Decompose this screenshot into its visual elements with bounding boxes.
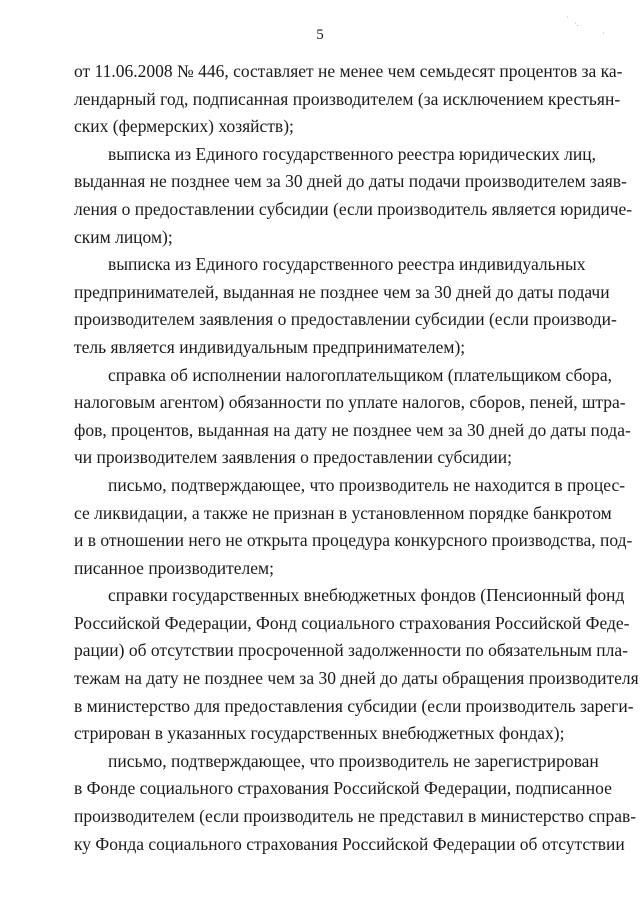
text-line: рации) об отсутствии просроченной задолженности по обязательным пла- [74,640,628,661]
text-line: лендарный год, подписанная производителем (за исключением крестьян- [74,88,621,109]
scan-mark: · [566,13,569,22]
scan-mark: · [602,29,605,38]
text-line: чи производителем заявления о предоставлении субсидии; [74,447,512,468]
paragraph [74,251,617,361]
text-line: ку Фонда социального страхования Российской Федерации об отсутствии [74,833,625,854]
text-line: письмо, подтверждающее, что производитель не зарегистрирован [108,750,599,771]
text-line: в Фонде социального страхования Российской Федерации, подписанное [74,778,612,799]
text-line: предпринимателей, выданная не позднее чем за 30 дней до даты подачи [74,281,610,302]
scan-mark: ·. [574,19,579,28]
document-body [74,58,639,858]
text-line: выписка из Единого государственного реестра индивидуальных [108,254,586,275]
paragraph [74,362,631,472]
text-line: се ликвидации, а также не признан в установленном порядке банкротом [74,502,612,523]
text-line: справки государственных внебюджетных фондов (Пенсионный фонд [108,585,625,606]
text-line: тежам на дату не позднее чем за 30 дней до даты обращения производителя [74,668,639,689]
page-number: 5 [316,27,324,43]
text-line: писанное производителем; [74,557,274,578]
text-line: выданная не позднее чем за 30 дней до даты подачи производителем заяв- [74,171,627,192]
text-line: ских (фермерских) хозяйств); [74,116,294,137]
text-line: тель является индивидуальным предпринимателем); [74,336,466,357]
text-line: письмо, подтверждающее, что производитель не находится в процес- [108,474,626,495]
text-line: в министерство для предоставления субсидии (если производитель зареги- [74,695,634,716]
text-line: производителем заявления о предоставлении субсидии (если производи- [74,309,617,330]
text-line: стрирован в указанных государственных внебюджетных фондах); [74,723,565,744]
text-line: выписка из Единого государственного реестра юридических лиц, [108,143,597,164]
text-line: и в отношении него не открыта процедура конкурсного производства, под- [74,530,633,551]
paragraph [74,141,633,251]
text-line: фов, процентов, выданная на дату не позднее чем за 30 дней до даты пода- [74,419,631,440]
text-line: налоговым агентом) обязанности по уплате налогов, сборов, пеней, штра- [74,392,626,413]
paragraph [74,472,633,582]
text-line: ления о предоставлении субсидии (если производитель является юридиче- [74,198,633,219]
text-line: справка об исполнении налогоплательщиком (плательщиком сбора, [108,364,613,385]
text-line: производителем (если производитель не представил в министерство справ- [74,806,637,827]
text-line: от 11.06.2008 № 446, составляет не менее чем семьдесят процентов за ка- [74,61,623,81]
paragraph [74,58,623,141]
paragraph [74,748,637,858]
paragraph [74,582,639,748]
text-line: Российской Федерации, Фонд социального страхования Российской Феде- [74,612,630,633]
text-line: ским лицом); [74,226,173,247]
